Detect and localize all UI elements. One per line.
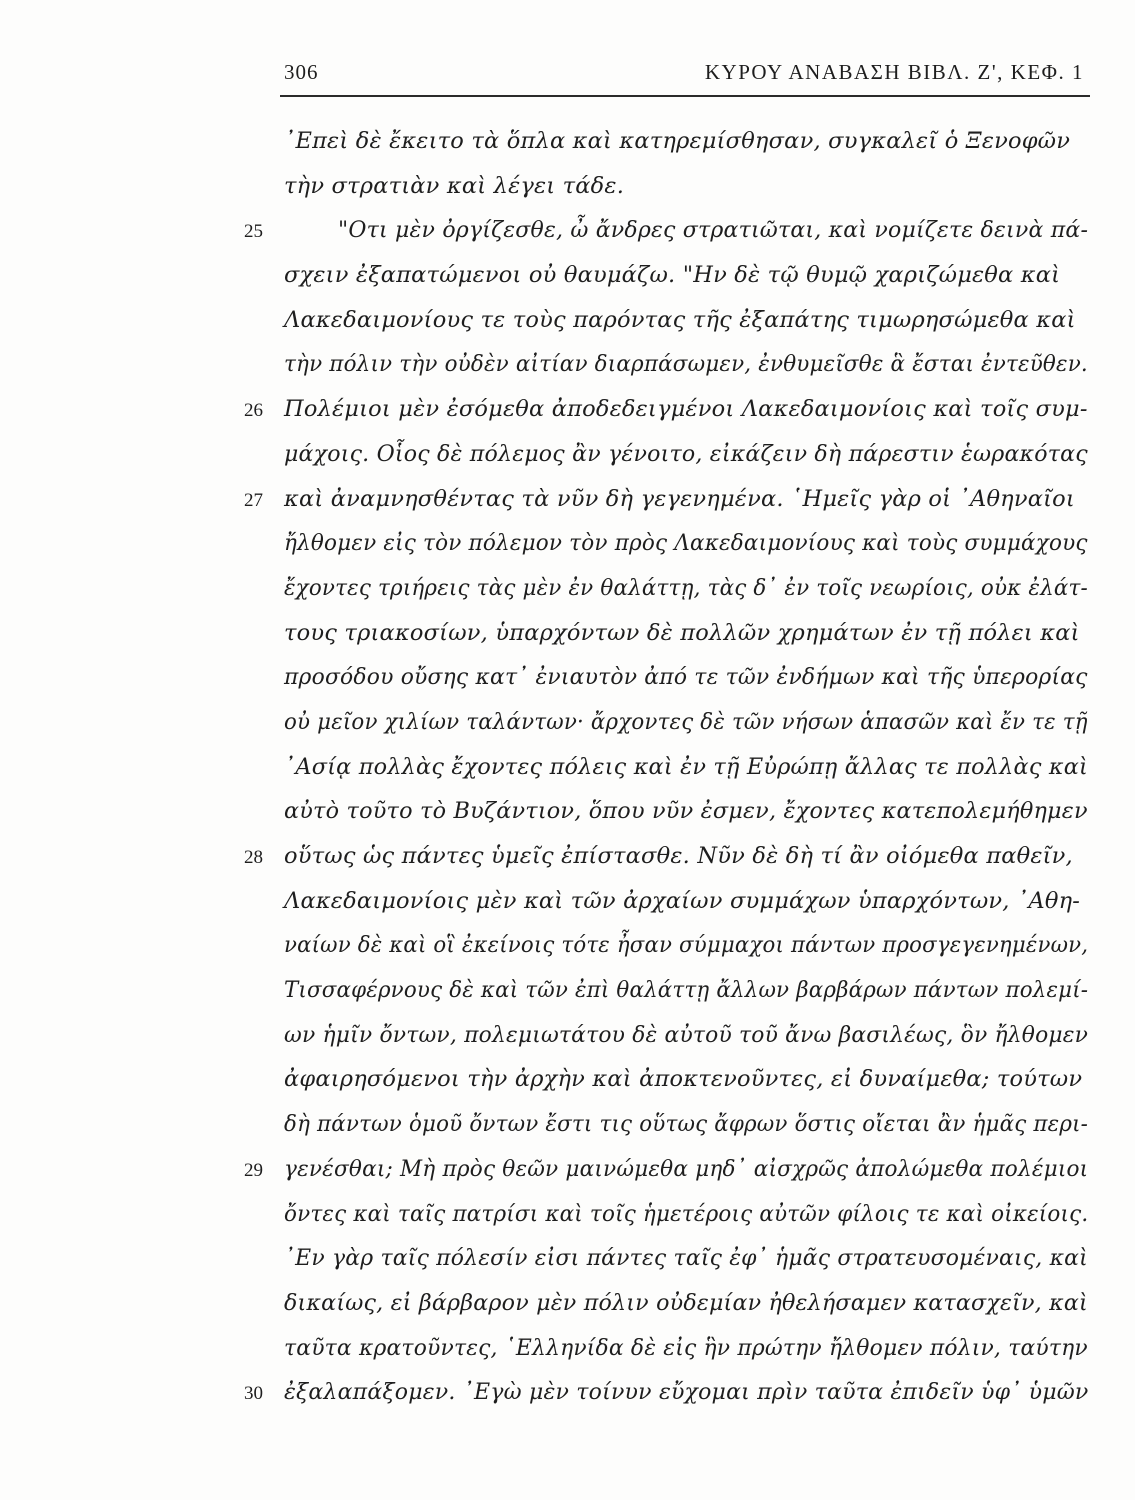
- text-line: [0, 1329, 1135, 1374]
- line-text: τους τριακοσίων, ὑπαρχόντων δὲ πολλῶν χρημάτων ἐν τῇ πόλει καὶ: [284, 619, 1080, 646]
- line-text: ἤλθομεν εἰς τὸν πόλεμον τὸν πρὸς Λακεδαιμονίους καὶ τοὺς συμμάχους: [284, 530, 1088, 557]
- line-text: Λακεδαιμονίους τε τοὺς παρόντας τῆς ἐξαπάτης τιμωρησώμεθα καὶ: [284, 306, 1076, 333]
- text-line: [0, 524, 1135, 569]
- page-number: 306: [284, 60, 319, 84]
- text-line: [0, 167, 1135, 212]
- line-text: τὴν στρατιὰν καὶ λέγει τάδε.: [284, 172, 625, 199]
- line-text: Τισσαφέρνους δὲ καὶ τῶν ἐπὶ θαλάττῃ ἄλλων βαρβάρων πάντων πολεμί-: [284, 977, 1089, 1004]
- text-line: [0, 1150, 1135, 1195]
- text-line: [0, 882, 1135, 927]
- section-number: 25: [244, 221, 263, 243]
- text-line: [0, 1105, 1135, 1150]
- line-text: προσόδου οὔσης κατ᾿ ἐνιαυτὸν ἀπό τε τῶν ἐνδήμων καὶ τῆς ὑπερορίας: [284, 664, 1088, 691]
- text-line: [0, 748, 1135, 793]
- text-line: [0, 211, 1135, 256]
- section-number: 30: [244, 1383, 263, 1405]
- line-text: ὄντες καὶ ταῖς πατρίσι καὶ τοῖς ἡμετέροις αὐτῶν φίλοις τε καὶ οἰκείοις.: [284, 1200, 1089, 1227]
- line-text: ταῦτα κρατοῦντες, ῾Ελληνίδα δὲ εἰς ἣν πρώτην ἤλθομεν πόλιν, ταύτην: [284, 1334, 1088, 1361]
- text-line: [0, 658, 1135, 703]
- line-text: οὕτως ὡς πάντες ὑμεῖς ἐπίστασθε. Νῦν δὲ δὴ τί ἂν οἰόμεθα παθεῖν,: [284, 843, 1073, 869]
- line-text: ᾿Εν γὰρ ταῖς πόλεσίν εἰσι πάντες ταῖς ἐφ᾿ ἡμᾶς στρατευσομέναις, καὶ: [284, 1245, 1088, 1272]
- line-text: τὴν πόλιν τὴν οὐδὲν αἰτίαν διαρπάσωμεν, ἐνθυμεῖσθε ἃ ἔσται ἐντεῦθεν.: [284, 351, 1088, 378]
- text-line: [0, 480, 1135, 525]
- line-text: Λακεδαιμονίοις μὲν καὶ τῶν ἀρχαίων συμμάχων ὑπαρχόντων, ᾿Αθη-: [284, 887, 1081, 914]
- text-line: [0, 569, 1135, 614]
- text-line: [0, 614, 1135, 659]
- line-text: ἀφαιρησόμενοι τὴν ἀρχὴν καὶ ἀποκτενοῦντες, εἰ δυναίμεθα; τούτων: [284, 1066, 1083, 1093]
- line-text: Πολέμιοι μὲν ἐσόμεθα ἀποδεδειγμένοι Λακεδαιμονίοις καὶ τοῖς συμ-: [284, 396, 1088, 423]
- page-header: [284, 60, 1088, 94]
- text-line: [0, 1195, 1135, 1240]
- text-line: [0, 792, 1135, 837]
- header-rule: [280, 95, 1090, 97]
- line-text: ᾿Επεὶ δὲ ἔκειτο τὰ ὅπλα καὶ κατηρεμίσθησαν, συγκαλεῖ ὁ Ξενοφῶν: [284, 128, 1071, 154]
- text-line: [0, 1373, 1135, 1418]
- line-text: μάχοις. Οἷος δὲ πόλεμος ἂν γένοιτο, εἰκάζειν δὴ πάρεστιν ἑωρακότας: [284, 440, 1088, 467]
- text-line: [0, 703, 1135, 748]
- text-line: [0, 1284, 1135, 1329]
- line-text: σχειν ἐξαπατώμενοι οὐ θαυμάζω. "Ην δὲ τῷ θυμῷ χαριζώμεθα καὶ: [284, 262, 1061, 289]
- line-text: ων ἡμῖν ὄντων, πολεμιωτάτου δὲ αὐτοῦ τοῦ ἄνω βασιλέως, ὃν ἤλθομεν: [284, 1021, 1089, 1048]
- line-text: ἐξαλαπάξομεν. ᾿Εγὼ μὲν τοίνυν εὔχομαι πρὶν ταῦτα ἐπιδεῖν ὑφ᾿ ὑμῶν: [284, 1379, 1089, 1406]
- text-line: [0, 1060, 1135, 1105]
- text-line: [0, 837, 1135, 882]
- line-text: ἔχοντες τριήρεις τὰς μὲν ἐν θαλάττῃ, τὰς δ᾿ ἐν τοῖς νεωρίοις, οὐκ ἐλάτ-: [284, 574, 1088, 601]
- section-number: 27: [244, 489, 263, 511]
- section-number: 26: [244, 400, 263, 422]
- text-line: [0, 971, 1135, 1016]
- text-line: [0, 1239, 1135, 1284]
- line-text: καὶ ἀναμνησθέντας τὰ νῦν δὴ γεγενημένα. ῾Ημεῖς γὰρ οἱ ᾿Αθηναῖοι: [284, 485, 1075, 512]
- section-number: 28: [244, 847, 263, 868]
- text-line: [0, 1016, 1135, 1061]
- text-line: [0, 390, 1135, 435]
- line-text: δικαίως, εἰ βάρβαρον μὲν πόλιν οὐδεμίαν ἠθελήσαμεν κατασχεῖν, καὶ: [284, 1289, 1088, 1316]
- text-line: [0, 926, 1135, 971]
- line-text: αὐτὸ τοῦτο τὸ Βυζάντιον, ὅπου νῦν ἐσμεν, ἔχοντες κατεπολεμήθημεν: [284, 798, 1088, 825]
- text-line: [0, 256, 1135, 301]
- line-text: ναίων δὲ καὶ οἳ ἐκείνοις τότε ἦσαν σύμμαχοι πάντων προσγεγενημένων,: [284, 932, 1089, 959]
- line-text: γενέσθαι; Μὴ πρὸς θεῶν μαινώμεθα μηδ᾿ αἰσχρῶς ἀπολώμεθα πολέμιοι: [284, 1155, 1089, 1182]
- text-line: [0, 435, 1135, 480]
- line-text: οὐ μεῖον χιλίων ταλάντων· ἄρχοντες δὲ τῶν νήσων ἁπασῶν καὶ ἔν τε τῇ: [284, 708, 1088, 735]
- text-line: [0, 345, 1135, 390]
- section-number: 29: [244, 1159, 263, 1181]
- greek-text-block: [0, 122, 1135, 1418]
- text-line: [0, 122, 1135, 167]
- line-text: ᾿Ασίᾳ πολλὰς ἔχοντες πόλεις καὶ ἐν τῇ Εὐρώπῃ ἄλλας τε πολλὰς καὶ: [284, 753, 1088, 780]
- line-text: "Οτι μὲν ὀργίζεσθε, ὦ ἄνδρες στρατιῶται, καὶ νομίζετε δεινὰ πά-: [338, 217, 1089, 244]
- line-text: δὴ πάντων ὁμοῦ ὄντων ἔστι τις οὕτως ἄφρων ὅστις οἴεται ἂν ἡμᾶς περι-: [284, 1111, 1089, 1138]
- text-line: [0, 301, 1135, 346]
- running-head: ΚΥΡΟΥ ΑΝΑΒΑΣΗ ΒΙΒΛ. Ζ', ΚΕΦ. 1: [704, 60, 1084, 84]
